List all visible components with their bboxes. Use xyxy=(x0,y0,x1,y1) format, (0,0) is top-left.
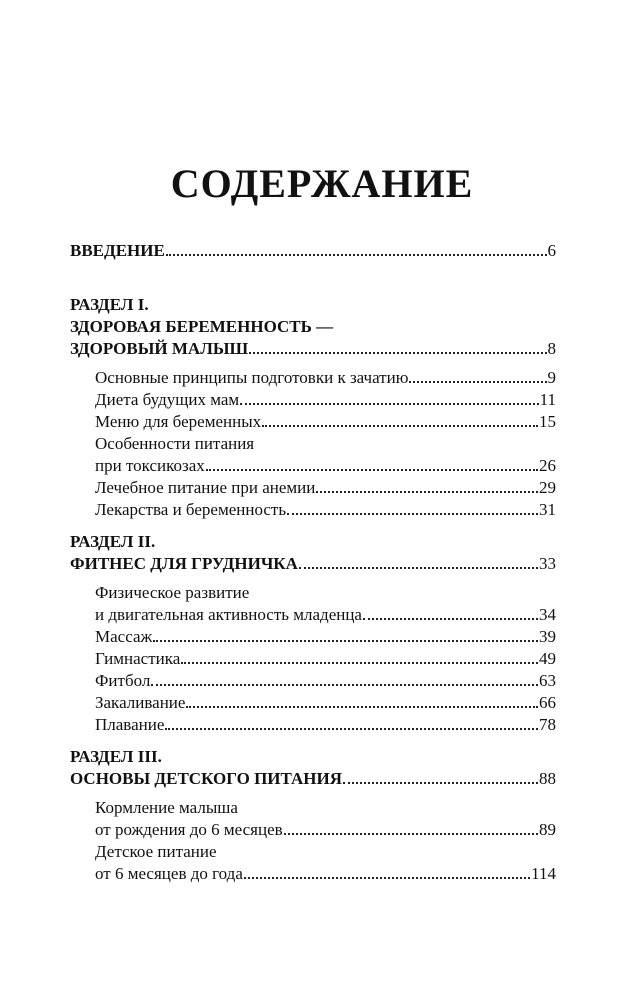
section-2-heading: РАЗДЕЛ II. xyxy=(70,532,156,551)
toc-entry-section-1[interactable] xyxy=(70,338,556,360)
toc-page-number: 26 xyxy=(539,456,556,475)
leader-dots xyxy=(409,380,546,383)
leader-dots xyxy=(287,512,538,515)
toc-entry-label: ЗДОРОВЫЙ МАЛЫШ xyxy=(70,339,249,358)
leader-dots xyxy=(262,424,538,427)
toc-entry-label-line1: Особенности питания xyxy=(95,434,255,453)
leader-dots xyxy=(343,781,538,784)
leader-dots xyxy=(244,876,530,879)
toc-entry-label-line1: Физическое развитие xyxy=(95,583,250,602)
toc-page-number: 33 xyxy=(539,554,556,573)
toc-entry[interactable] xyxy=(95,626,556,648)
toc-page-number: 34 xyxy=(539,605,556,624)
toc-entry-label: Фитбол xyxy=(95,671,151,690)
toc-entry-label: Закаливание xyxy=(95,693,186,712)
toc-entry[interactable] xyxy=(95,670,556,692)
toc-page-number: 66 xyxy=(539,693,556,712)
toc-entry-label: Массаж xyxy=(95,627,153,646)
toc-page-number: 114 xyxy=(531,864,556,883)
toc-entry-label-line1: Кормление малыша xyxy=(95,798,238,817)
toc-entry[interactable] xyxy=(95,714,556,736)
toc-entry[interactable] xyxy=(95,389,556,411)
toc-entry-label: Лечебное питание при анемии xyxy=(95,478,316,497)
toc-entry[interactable] xyxy=(95,367,556,389)
leader-dots xyxy=(206,468,538,471)
toc-entry[interactable] xyxy=(95,411,556,433)
leader-dots xyxy=(316,490,538,493)
toc-page-number: 89 xyxy=(539,820,556,839)
toc-page-number: 15 xyxy=(539,412,556,431)
toc-entry-label: Меню для беременных xyxy=(95,412,262,431)
toc-entry[interactable] xyxy=(95,692,556,714)
toc-entry-label: и двигательная активность младенца xyxy=(95,605,362,624)
toc-entry-label: Диета будущих мам xyxy=(95,390,240,409)
toc-page-number: 39 xyxy=(539,627,556,646)
leader-dots xyxy=(284,832,538,835)
toc-entry-intro[interactable] xyxy=(70,240,556,262)
toc-entry-label: Лекарства и беременность xyxy=(95,500,287,519)
toc-page-number: 31 xyxy=(539,500,556,519)
toc-entry-label-line1: Детское питание xyxy=(95,842,217,861)
toc-page-number: 9 xyxy=(547,368,556,387)
toc-page-number: 78 xyxy=(539,715,556,734)
section-3-heading: РАЗДЕЛ III. xyxy=(70,747,162,766)
toc-entry-label: при токсикозах xyxy=(95,456,205,475)
toc-entry-label: ВВЕДЕНИЕ xyxy=(70,241,165,260)
leader-dots xyxy=(363,617,538,620)
leader-dots xyxy=(186,705,538,708)
toc-entry-label: от 6 месяцев до года xyxy=(95,864,243,883)
leader-dots xyxy=(153,639,538,642)
leader-dots xyxy=(240,402,538,405)
toc-entry-label: Гимнастика xyxy=(95,649,181,668)
toc-entry-label: от рождения до 6 месяцев xyxy=(95,820,283,839)
leader-dots xyxy=(151,683,538,686)
page-title: СОДЕРЖАНИЕ xyxy=(170,161,474,206)
toc-entry[interactable] xyxy=(95,499,556,521)
toc-page-number: 49 xyxy=(539,649,556,668)
toc-entry-label: ОСНОВЫ ДЕТСКОГО ПИТАНИЯ xyxy=(70,769,343,788)
toc-page-number: 29 xyxy=(539,478,556,497)
toc-page-number: 6 xyxy=(547,241,556,260)
toc-entry-label: Основные принципы подготовки к зачатию xyxy=(95,368,409,387)
toc-entry[interactable] xyxy=(95,819,556,841)
toc-entry[interactable] xyxy=(95,863,556,885)
leader-dots xyxy=(299,566,538,569)
toc-entry[interactable] xyxy=(95,604,556,626)
toc-entry[interactable] xyxy=(95,477,556,499)
toc-entry-section-3[interactable] xyxy=(70,768,556,790)
leader-dots xyxy=(166,253,547,256)
section-1-title-line1: ЗДОРОВАЯ БЕРЕМЕННОСТЬ — xyxy=(70,317,334,336)
toc-page-number: 63 xyxy=(539,671,556,690)
toc-entry-label: Плавание xyxy=(95,715,165,734)
leader-dots xyxy=(165,727,538,730)
toc-entry[interactable] xyxy=(95,455,556,477)
toc-page-number: 8 xyxy=(547,339,556,358)
toc-page-number: 88 xyxy=(539,769,556,788)
leader-dots xyxy=(181,661,538,664)
leader-dots xyxy=(249,351,546,354)
section-1-heading: РАЗДЕЛ I. xyxy=(70,295,149,314)
toc-entry[interactable] xyxy=(95,648,556,670)
toc-page-number: 11 xyxy=(539,390,556,409)
toc-entry-section-2[interactable] xyxy=(70,553,556,575)
toc-entry-label: ФИТНЕС ДЛЯ ГРУДНИЧКА xyxy=(70,554,298,573)
